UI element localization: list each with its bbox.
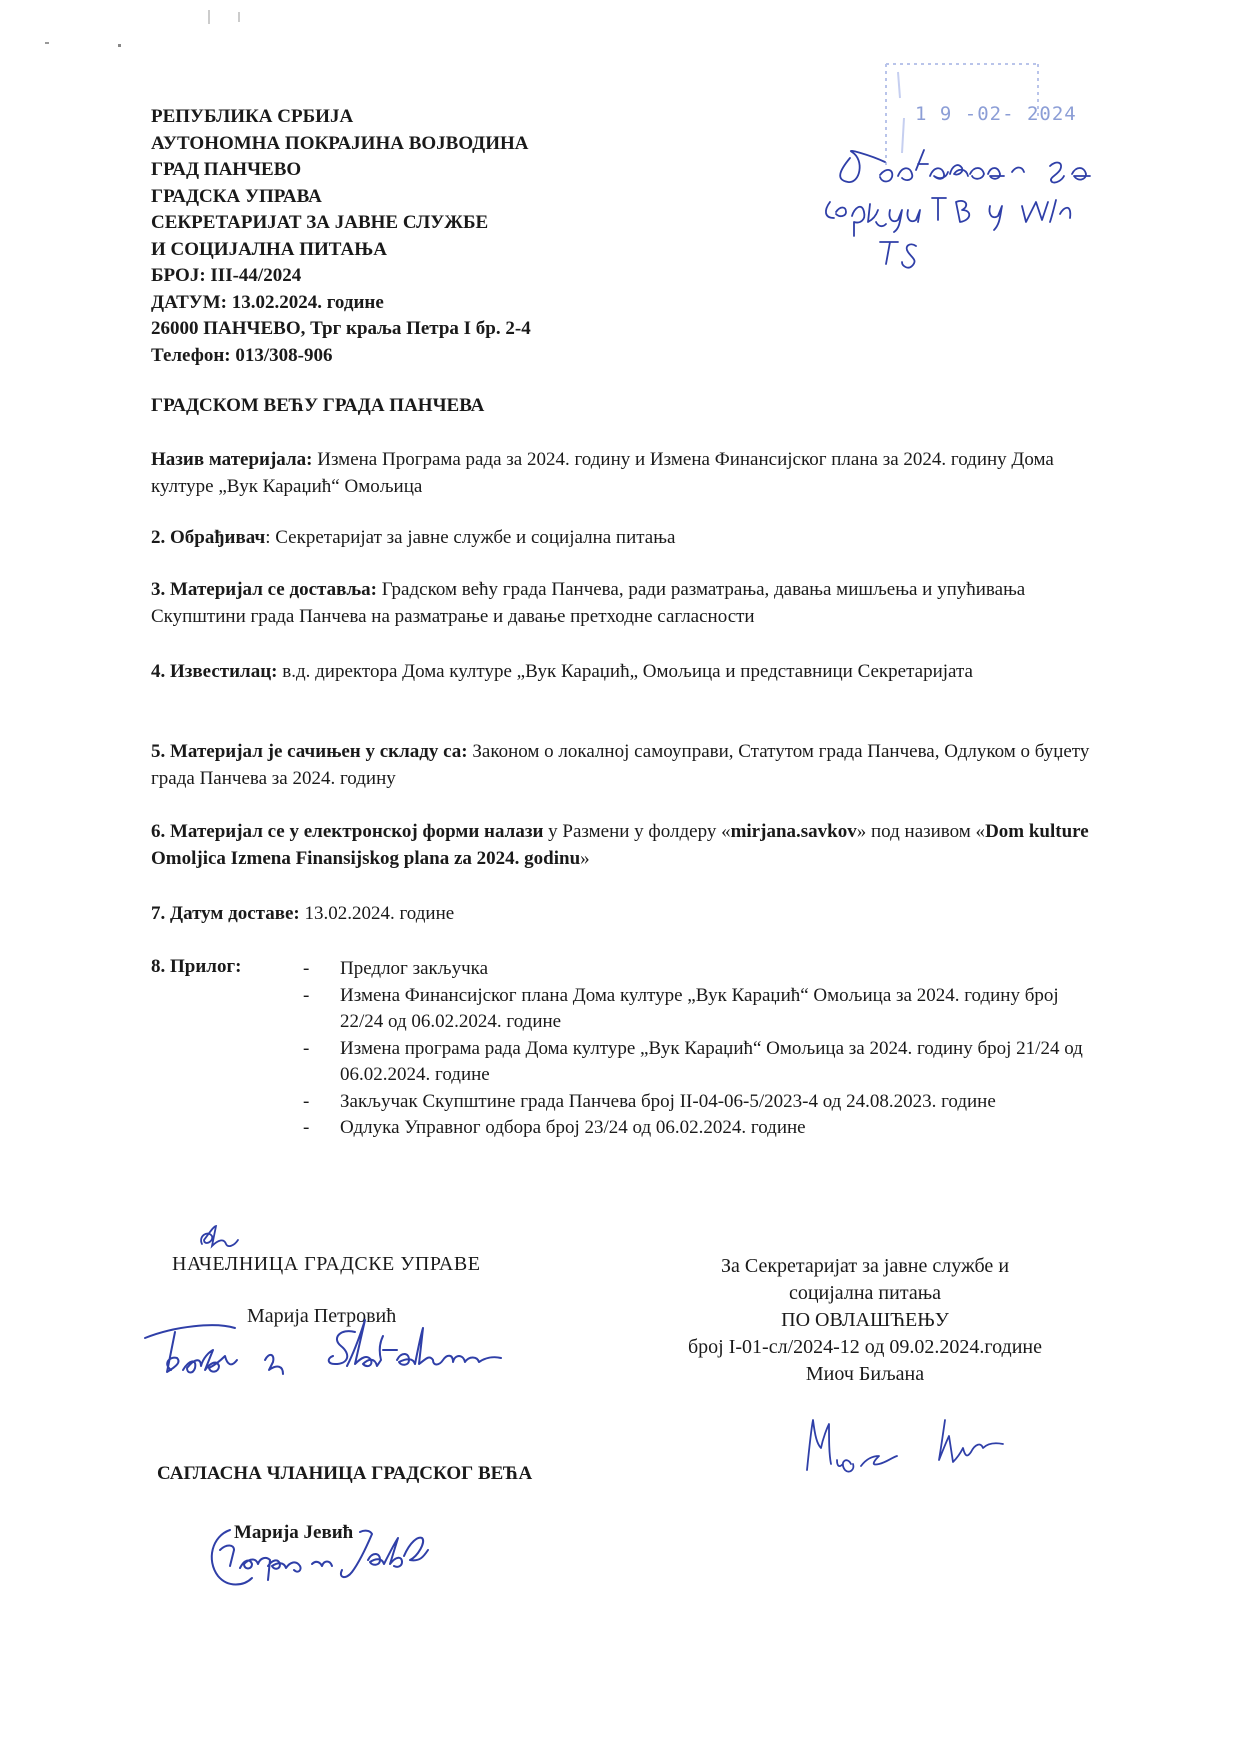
head-signature	[135, 1310, 575, 1390]
secretariat-signatory-name: Миоч Биљана	[805, 1363, 925, 1385]
attachment-dash: -	[303, 984, 310, 1006]
scan-speck	[45, 42, 49, 44]
item-material-name-text: Измена Програма рада за 2024. годину и Измена Финансијског плана за 2024. годину Дома културе „Вук Караџић“ Омољица	[151, 449, 1054, 497]
item-electronic-text3: »	[580, 848, 590, 869]
item-delivery-date	[151, 900, 1091, 927]
secretariat-line-authorization: ПО ОВЛАШЋЕЊУ	[781, 1309, 949, 1331]
attachment-item	[288, 1036, 1098, 1089]
item-author-text: : Секретаријат за јавне службе и социјална питања	[265, 527, 676, 548]
attachment-dash: -	[303, 958, 310, 979]
header-line-date: ДАТУМ: 13.02.2024. године	[151, 291, 384, 313]
item-electronic-label: 6. Материјал се у електронској форми налази	[151, 821, 544, 842]
header-line-address: 26000 ПАНЧЕВО, Трг краља Петра I бр. 2-4	[151, 318, 531, 339]
item-delivered-to	[151, 576, 1091, 630]
attachment-item	[288, 1115, 1098, 1142]
secretariat-line-for: За Секретаријат за јавне службе и	[720, 1255, 1010, 1277]
item-author-label: 2. Обрађивач	[151, 527, 266, 548]
header-line-republic: РЕПУБЛИКА СРБИЈА	[151, 106, 354, 127]
secretariat-line-name: социјална питања	[788, 1282, 942, 1304]
item-delivered-to-text: Градском већу града Панчева, ради разматрања, давања мишљења и упућивања Скупштини града Панчева на разматрање и давање претходне сагласности	[151, 579, 1026, 627]
item-compliance-text: Законом о локалној самоуправи, Статутом града Панчева, Одлуком о буџету града Панчева за 2024. годину	[151, 741, 1090, 789]
head-title: НАЧЕЛНИЦА ГРАДСКЕ УПРАВЕ	[172, 1253, 481, 1275]
item-material-name	[151, 446, 1091, 500]
attachment-text: Предлог закључка	[340, 958, 489, 979]
item-delivered-to-label: 3. Материјал се доставља:	[151, 579, 377, 600]
document-header	[151, 104, 531, 369]
council-member-name: Марија Јевић	[234, 1522, 354, 1543]
item-author	[151, 524, 1091, 551]
attachment-text: Одлука Управног одбора број 23/24 од 06.02.2024. године	[340, 1117, 806, 1138]
attachment-text: Закључак Скупштине града Панчева број II-04-06-5/2023-4 од 24.08.2023. године	[340, 1090, 996, 1112]
attachment-item	[288, 956, 1098, 983]
attachment-item	[288, 1089, 1098, 1116]
header-line-phone: Телефон: 013/308-906	[151, 344, 333, 366]
scan-speck	[208, 10, 210, 24]
attachments-label: 8. Прилог:	[151, 956, 242, 977]
item-compliance	[151, 738, 1091, 792]
attachment-dash: -	[303, 1117, 310, 1138]
item-electronic-filename: Dom kulture Omoljica Izmena Finansijskog plana za 2024. godinu	[151, 821, 1089, 869]
scan-speck	[238, 12, 240, 22]
handwritten-note	[810, 140, 1120, 300]
item-electronic	[151, 818, 1091, 872]
header-line-administration: ГРАДСКА УПРАВА	[151, 185, 322, 207]
initials-mark	[196, 1222, 256, 1252]
addressee: ГРАДСКОМ ВЕЋУ ГРАДА ПАНЧЕВА	[151, 395, 485, 416]
council-member-signature	[200, 1510, 480, 1610]
attachments-list	[288, 956, 1098, 1142]
header-line-city: ГРАД ПАНЧЕВО	[151, 159, 302, 180]
council-member-title: САГЛАСНА ЧЛАНИЦА ГРАДСКОГ ВЕЋА	[157, 1463, 533, 1484]
head-name: Марија Петровић	[247, 1305, 397, 1327]
stamp-date: 1 9 -02- 2024	[915, 103, 1077, 125]
header-line-number: БРОЈ: III-44/2024	[151, 265, 302, 286]
secretariat-line-number: број I-01-сл/2024-12 од 09.02.2024.године	[688, 1336, 1042, 1358]
item-compliance-label: 5. Материјал је сачињен у складу са:	[151, 741, 468, 762]
attachment-item	[288, 983, 1098, 1036]
item-delivery-date-label: 7. Датум доставе:	[151, 903, 300, 924]
header-line-province: АУТОНОМНА ПОКРАЈИНА ВОЈВОДИНА	[151, 132, 529, 154]
header-line-secretariat-cont: И СОЦИЈАЛНА ПИТАЊА	[151, 238, 387, 260]
secretariat-signature-block	[630, 1253, 1100, 1388]
attachment-dash: -	[303, 1037, 310, 1059]
header-line-secretariat: СЕКРЕТАРИЈАТ ЗА ЈАВНЕ СЛУЖБЕ	[151, 212, 489, 233]
item-electronic-folder: mirjana.savkov	[730, 821, 857, 842]
attachment-text: Измена Финансијског плана Дома културе „Вук Караџић“ Омољица за 2024. годину број 22/24 од 06.02.2024. године	[340, 984, 1059, 1032]
scan-speck	[118, 44, 121, 47]
item-electronic-text2: » под називом «	[856, 821, 986, 842]
item-reporter	[151, 658, 1091, 685]
attachment-text: Измена програма рада Дома културе „Вук Караџић“ Омољица за 2024. годину број 21/24 од 06.02.2024. године	[340, 1037, 1083, 1085]
item-delivery-date-text: 13.02.2024. године	[299, 903, 455, 924]
secretariat-signature	[795, 1410, 1035, 1490]
head-signature-block	[172, 1253, 572, 1327]
item-electronic-text1: у Размени у фолдеру «	[543, 821, 731, 842]
item-material-name-label: Назив материјала:	[151, 449, 313, 470]
attachment-dash: -	[303, 1090, 310, 1112]
item-reporter-label: 4. Известилац:	[151, 661, 278, 682]
item-reporter-text: в.д. директора Дома културе „Вук Караџић„ Омољица и представници Секретаријата	[277, 661, 973, 682]
